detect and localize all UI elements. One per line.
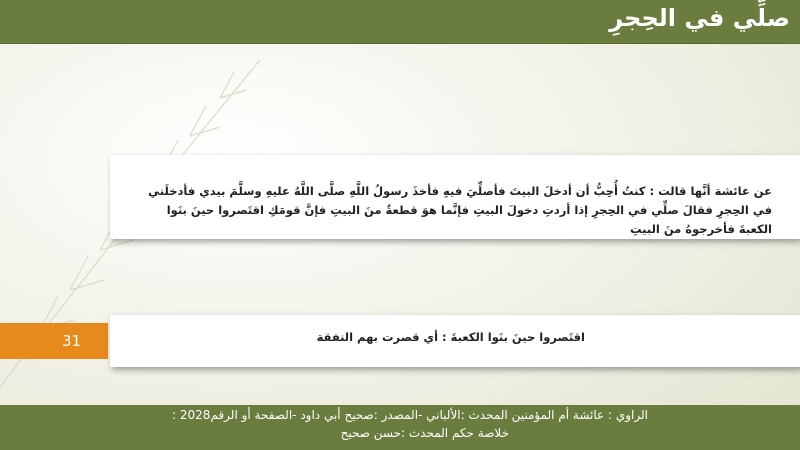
hadith-text: عن عائشة أنَّها قالت : كنتُ أُحِبُّ أن أدخلَ البيتَ فأصلِّيَ فيهِ فأخذَ رسولُ اللَّهِ صلَّى اللَّهُ عليهِ وسلَّمَ بيدي فأدخلَني في الحِجرِ فقالَ صلِّي في الحِجرِ إذا أردتِ دخولَ البيتِ فإنَّما هوَ قطعةٌ منَ البيتِ فإنَّ قومَكِ اقتَصروا حينَ بنَوا الكعبةَ فأخرجوهُ منَ البيتِ xyxy=(148,184,772,236)
footer-grade-line: خلاصة حكم المحدث :حسن صحيح xyxy=(340,426,509,440)
title-bar xyxy=(0,0,800,43)
source-footer xyxy=(0,405,800,450)
footer-source-line: الراوي : عائشة أم المؤمنين المحدث :الألباني -المصدر :صحيح أبي داود -الصفحة أو الرقم2028 : xyxy=(172,408,648,422)
title-bar-divider xyxy=(0,43,800,44)
page-number: 31 xyxy=(62,332,82,350)
page-number-tab xyxy=(0,323,108,359)
explanation-text: اقتَصروا حينَ بنَوا الكعبةَ : أي قصرت بهم النفقة xyxy=(316,330,585,344)
explanation-card xyxy=(110,315,800,367)
slide-title: صلِّي في الحِجرِ xyxy=(609,4,790,32)
hadith-card xyxy=(110,155,800,239)
